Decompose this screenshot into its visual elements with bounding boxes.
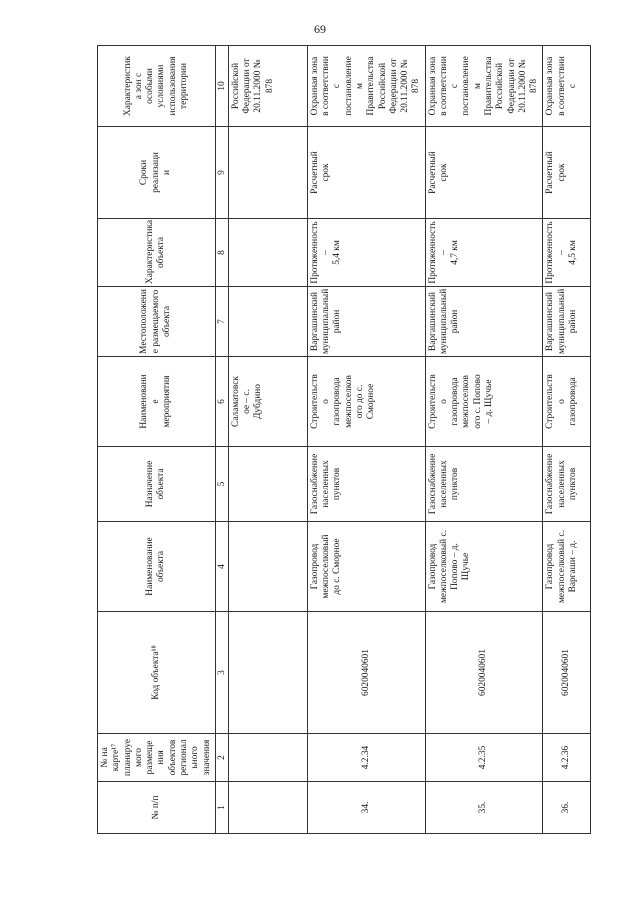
cell-measure-name: Саламатовск ое – с. Дубдино — [228, 357, 307, 447]
cell-map-number: 4.2.34 — [307, 734, 425, 782]
cell-measure-name: Строительств о газопровода межпоселков ого до с. Сморное — [307, 357, 425, 447]
cell-location: Варгашинский муниципальный район — [543, 287, 591, 357]
column-number: 9 — [215, 127, 228, 219]
header-cell-measure-name: Наименовани е мероприятия — [98, 357, 216, 447]
header-cell-object-name: Наименование объекта — [98, 522, 216, 612]
cell-deadline — [228, 127, 307, 219]
cell-purpose: Газоснабжение населенных пунктов — [425, 447, 543, 522]
cell-number: 36. — [543, 782, 591, 834]
objects-table — [97, 45, 591, 834]
cell-characteristic — [228, 219, 307, 287]
cell-location: Варгашинский муниципальный район — [425, 287, 543, 357]
cell-zones: Российской Федерации от 20.11.2000 № 878 — [228, 46, 307, 127]
column-number-row — [215, 46, 228, 834]
header-cell-purpose: Назначение объекта — [98, 447, 216, 522]
column-number: 6 — [215, 357, 228, 447]
cell-object-code: 6020040601 — [543, 612, 591, 734]
cell-location: Варгашинский муниципальный район — [307, 287, 425, 357]
cell-purpose: Газоснабжение населенных пунктов — [543, 447, 591, 522]
table-header-row — [98, 46, 216, 834]
column-number: 7 — [215, 287, 228, 357]
header-cell-number: № п/п — [98, 782, 216, 834]
cell-object-name — [228, 522, 307, 612]
cell-measure-name: Строительств о газопровода межпоселков ого с. Попово – д. Щучье — [425, 357, 543, 447]
cell-characteristic: Протяженность – 5,4 км — [307, 219, 425, 287]
page-number: 69 — [314, 22, 326, 36]
cell-purpose: Газоснабжение населенных пунктов — [307, 447, 425, 522]
cell-deadline: Расчетный срок — [307, 127, 425, 219]
cell-map-number: 4.2.36 — [543, 734, 591, 782]
cell-object-code — [228, 612, 307, 734]
header-cell-deadline: Сроки реализаци и — [98, 127, 216, 219]
column-number: 10 — [215, 46, 228, 127]
cell-zones: Охранная зона в соответствии с постановление м Правительства Российской Федерации от 20.11.2000 № 878 — [425, 46, 543, 127]
cell-map-number: 4.2.35 — [425, 734, 543, 782]
column-number: 3 — [215, 612, 228, 734]
cell-purpose — [228, 447, 307, 522]
cell-map-number — [228, 734, 307, 782]
table-row — [307, 46, 425, 834]
table-row — [425, 46, 543, 834]
cell-location — [228, 287, 307, 357]
cell-object-code: 6020040601 — [425, 612, 543, 734]
column-number: 1 — [215, 782, 228, 834]
cell-object-name: Газопровод межпоселковый с. Попово – д. Щучье — [425, 522, 543, 612]
cell-deadline: Расчетный срок — [543, 127, 591, 219]
cell-number — [228, 782, 307, 834]
header-cell-object-code: Код объекта¹⁸ — [98, 612, 216, 734]
cell-zones: Охранная зона в соответствии с — [543, 46, 591, 127]
cell-object-name: Газопровод межпоселковый до с. Сморное — [307, 522, 425, 612]
cell-zones: Охранная зона в соответствии с постановление м Правительства Российской Федерации от 20.11.2000 № 878 — [307, 46, 425, 127]
column-number: 4 — [215, 522, 228, 612]
cell-measure-name: Строительств о газопровода — [543, 357, 591, 447]
column-number: 5 — [215, 447, 228, 522]
column-number: 8 — [215, 219, 228, 287]
cell-characteristic: Протяженность – 4,7 км — [425, 219, 543, 287]
cell-object-name: Газопровод межпоселковый с. Варгаши – д. — [543, 522, 591, 612]
column-number: 2 — [215, 734, 228, 782]
cell-object-code: 6020040601 — [307, 612, 425, 734]
cell-number: 34. — [307, 782, 425, 834]
table-row — [228, 46, 307, 834]
table-row — [543, 46, 591, 834]
header-cell-zones: Характеристик а зон с особыми условиями использования территории — [98, 46, 216, 127]
header-cell-map-number: № на карте¹⁷ планируе мого размеще ния объектов регионал ьного значения — [98, 734, 216, 782]
cell-deadline: Расчетный срок — [425, 127, 543, 219]
cell-characteristic: Протяженность – 4,5 км — [543, 219, 591, 287]
cell-number: 35. — [425, 782, 543, 834]
rotated-table-container — [97, 46, 586, 834]
header-cell-characteristic: Характеристика объекта — [98, 219, 216, 287]
header-cell-location: Местоположени е размещаемого объекта — [98, 287, 216, 357]
